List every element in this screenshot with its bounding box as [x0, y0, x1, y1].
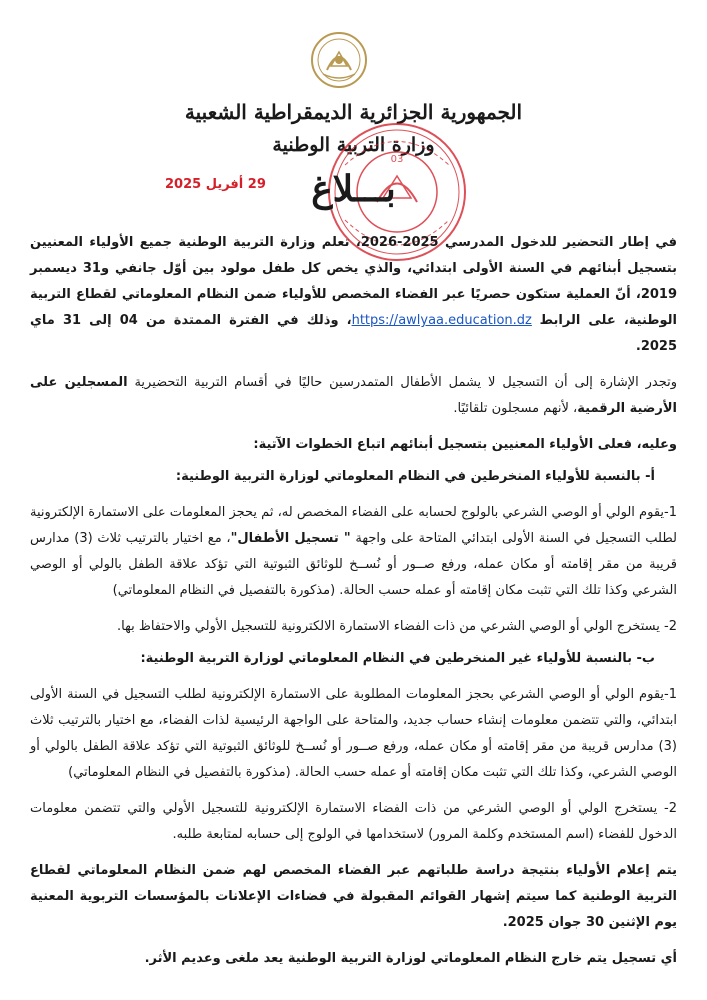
section-b-title: ب- بالنسبة للأولياء غير المنخرطين في النظام المعلوماتي لوزارة التربية الوطنية:: [140, 651, 655, 666]
section-a-item-1: [30, 500, 677, 604]
issue-date: 29 أفريل 2025: [165, 177, 266, 192]
paragraph-1-period: ، وذلك في الفترة الممتدة من 04 إلى 31 ماي 2025.: [30, 313, 677, 354]
stamp-number: 03: [390, 154, 404, 165]
invalid-registration-warning: أي تسجيل يتم خارج النظام المعلوماتي لوزارة التربية الوطنية يعد ملغى وعديم الأثر.: [144, 951, 677, 966]
paragraph-2-end: ، لأنهم مسجلون تلقائيًا.: [453, 401, 578, 416]
paragraph-1-text: في إطار التحضير للدخول المدرسي 2025-2026، تعلم وزارة التربية الوطنية جميع الأولياء المعنيين بتسجيل أبنائهم في السنة الأولى ابتدائي، والذي يخص كل طفل مولود بين أوّل جانفي و31 ديسمبر 2019، أنّ العملية ستكون حصريًا عبر الفضاء المخصص للأولياء ضمن النظام المعلوماتي لقطاع التربية الوطنية، على الرابط: [30, 235, 677, 328]
section-a-item-1-bold: " تسجيل الأطفال": [230, 531, 351, 546]
announcement-body: [30, 230, 677, 982]
paragraph-exception: [30, 370, 677, 422]
paragraph-2-text: وتجدر الإشارة إلى أن التسجيل لا يشمل الأطفال المتمدرسين حاليًا في أقسام التربية التحضيرية: [134, 375, 677, 390]
section-a-item-2: 2- يستخرج الولي أو الوصي الشرعي من ذات الفضاء الاستمارة الالكترونية للتسجيل الأولي والاحتفاظ بها.: [116, 619, 677, 634]
section-a-item-1-text: 1-يقوم الولي أو الوصي الشرعي بالولوج لحسابه على الفضاء المخصص له، ثم يحجز المعلومات على الاستمارة الإلكترونية لطلب التسجيل في السنة الأولى ابتدائي المتاحة على واجهة: [30, 505, 677, 546]
results-notice: يتم إعلام الأولياء بنتيجة دراسة طلباتهم عبر الفضاء المخصص لهم ضمن النظام المعلوماتي لقطاع التربية الوطنية كما سيتم إشهار القوائم المقبولة في فضاءات الإعلانات بالمؤسسات التربوية المعنية يوم الإثنين 30 جوان 2025.: [30, 863, 677, 930]
ministry-heading: وزارة التربية الوطنية: [272, 134, 435, 156]
page-title: بـــلاغ: [311, 168, 396, 210]
registration-link[interactable]: https://awlyaa.education.dz: [351, 313, 532, 328]
republic-heading: الجمهورية الجزائرية الديمقراطية الشعبية: [184, 100, 523, 124]
paragraph-intro: [30, 230, 677, 360]
paragraph-2-bold: المسجلين على الأرضية الرقمية: [30, 375, 677, 416]
section-b-item-1: 1-يقوم الولي أو الوصي الشرعي بحجز المعلومات المطلوبة على الاستمارة الإلكترونية لطلب التسجيل في السنة الأولى ابتدائي، والتي تتضمن معلومات إنشاء حساب جديد، والمتاحة على الواجهة الرئيسية لذات الفضاء، مع اختيار بالترتيب ثلاث (3) مدارس قريبة من مقر إقامته أو مكان عمله، ورفع صــور أو نُســخ للوثائق الثبوتية التي تؤكد علاقة الطفل بالولي أو الوصي الشرعي، وكذا تلك التي تثبت مكان إقامته أو عمله حسب الحالة. (مذكورة بالتفصيل في النظام المعلوماتي): [30, 687, 677, 780]
section-b-item-2: 2- يستخرج الولي أو الوصي الشرعي من ذات الفضاء الاستمارة الإلكترونية للتسجيل الأولي والتي تتضمن معلومات الدخول للفضاء (اسم المستخدم وكلمة المرور) لاستخدامها في الولوج إلى حسابه لمتابعة طلبه.: [30, 801, 677, 842]
steps-intro: وعليه، فعلى الأولياء المعنيين بتسجيل أبنائهم اتباع الخطوات الآتية:: [253, 437, 677, 452]
section-a-title: أ- بالنسبة للأولياء المنخرطين في النظام المعلوماتي لوزارة التربية الوطنية:: [175, 469, 655, 484]
algeria-emblem-icon: [309, 30, 369, 90]
section-a-item-1-rest: ، مع اختيار بالترتيب ثلاث (3) مدارس قريبة من مقر إقامته أو مكان عمله، ورفع صــور أو نُســخ للوثائق الثبوتية التي تؤكد علاقة الطفل بالولي أو الوصي الشرعي وكذا تلك التي تثبت مكان إقامته أو عمله حسب الحالة. (مذكورة بالتفصيل في النظام المعلوماتي): [30, 531, 677, 598]
